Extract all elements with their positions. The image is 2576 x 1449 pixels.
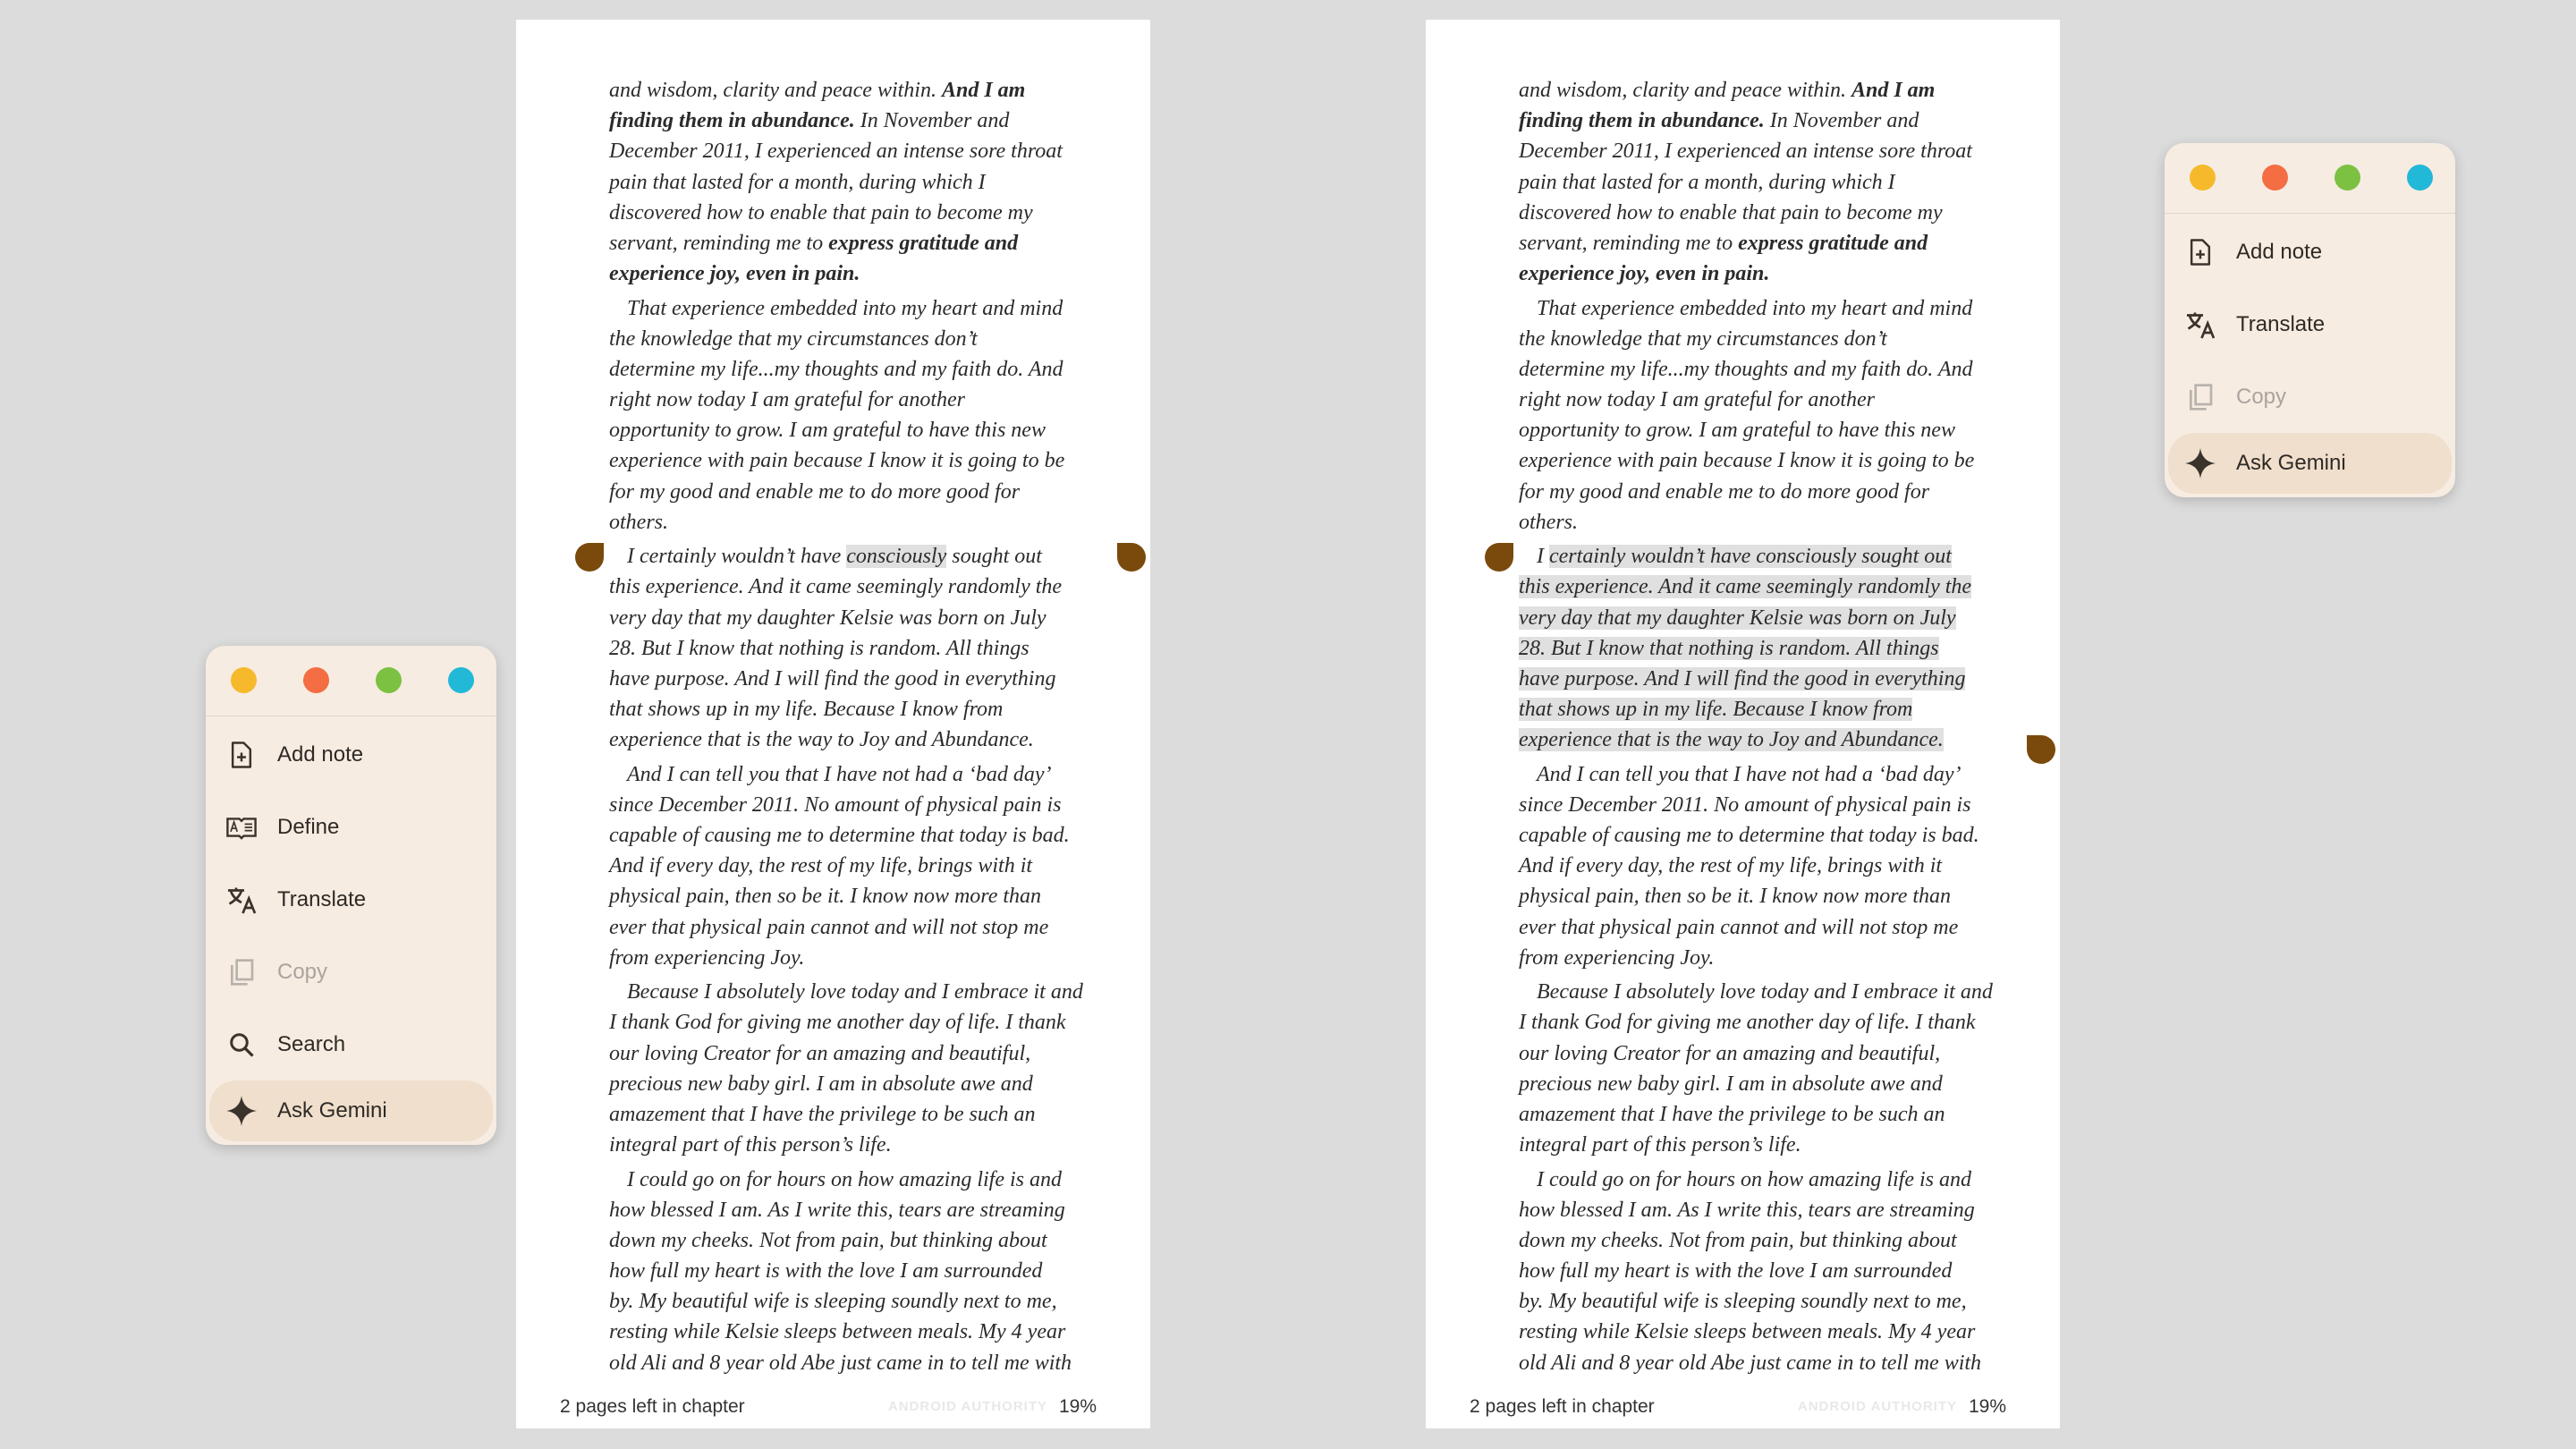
text-line: experience joy, even in pain. (1519, 262, 1770, 286)
highlight-color-green[interactable] (2334, 165, 2360, 191)
text-line: others. (1519, 510, 1578, 534)
menu-item-label: Translate (2236, 311, 2326, 336)
text-line: I could go on for hours on how amazing life is and (1537, 1167, 1972, 1191)
selected-text: 28. But I know that nothing is random. All things (1519, 636, 1939, 660)
text-line: old Ali and 8 year old Abe just came in to tell me with (609, 1351, 1072, 1375)
progress-percent: 19% (1058, 1396, 1097, 1417)
text-line: integral part of this person’s life. (1519, 1133, 1801, 1157)
text-line: old Ali and 8 year old Abe just came in to tell me with (1519, 1351, 1982, 1375)
text-line: down my cheeks. Not from pain, but thinking about (1519, 1228, 1957, 1252)
selected-text: consciously (846, 545, 947, 569)
text-line: experience that is the way to Joy and Abundance. (609, 728, 1034, 752)
text-line: right now today I am grateful for another (609, 388, 965, 412)
text-line: how full my heart is with the love I am surrounded (1519, 1259, 1953, 1284)
highlight-color-row (2165, 143, 2455, 214)
text-line: December 2011, I experienced an intense sore throat (609, 140, 1063, 164)
book-text[interactable] (609, 75, 1110, 1378)
menu-item-label: Translate (277, 886, 367, 911)
text-line: 28. But I know that nothing is random. All things (609, 636, 1030, 660)
text-line: That experience embedded into my heart and mind (627, 296, 1063, 320)
text-line: very day that my daughter Kelsie was born on July (609, 606, 1046, 630)
highlight-color-orange[interactable] (303, 667, 329, 693)
text-line: capable of causing me to determine that today is bad. (609, 824, 1070, 848)
copy-icon (2184, 381, 2216, 413)
text-line: physical pain, then so be it. I know now more than (1519, 885, 1952, 909)
text-line: And if every day, the rest of my life, brings with it (1519, 854, 1943, 878)
menu-item-copy[interactable] (206, 936, 496, 1008)
text-line: and wisdom, clarity and peace within. And I am (1519, 79, 1936, 102)
menu-item-label: Add note (2236, 239, 2323, 264)
text-line: And if every day, the rest of my life, brings with it (609, 854, 1033, 878)
text-line: I thank God for giving me another day of life. I thank (609, 1011, 1066, 1035)
text-line: the knowledge that my circumstances don’t (609, 326, 978, 351)
text-line: and wisdom, clarity and peace within. And I am (609, 79, 1026, 102)
pages-left-label: 2 pages left in chapter (560, 1396, 745, 1417)
text-line: ever that physical pain cannot and will not stop me (1519, 915, 1959, 939)
highlight-color-yellow[interactable] (231, 667, 257, 693)
gemini-sparkle-icon (225, 1095, 258, 1127)
menu-item-add-note[interactable] (2165, 216, 2455, 288)
text-line: Because I absolutely love today and I embrace it and (1537, 980, 1993, 1004)
text-line: opportunity to grow. I am grateful to have this new (1519, 419, 1955, 443)
selection-start-handle[interactable] (575, 543, 604, 572)
menu-item-translate[interactable] (206, 863, 496, 936)
text-line (1519, 572, 2020, 602)
reader-page-left[interactable] (516, 20, 1150, 1428)
selected-text: that shows up in my life. Because I know from (1519, 698, 1913, 722)
menu-item-label: Ask Gemini (277, 1098, 387, 1123)
text-line: precious new baby girl. I am in absolute awe and (1519, 1072, 1943, 1096)
text-line: I thank God for giving me another day of life. I thank (1519, 1011, 1976, 1035)
text-line: how full my heart is with the love I am surrounded (609, 1259, 1043, 1284)
pages-left-label: 2 pages left in chapter (1470, 1396, 1655, 1417)
text-line: for my good and enable me to do more good for (1519, 479, 1930, 504)
text-line: for my good and enable me to do more good for (609, 479, 1021, 504)
book-icon (225, 811, 258, 843)
selection-context-menu (2165, 143, 2455, 497)
text-line: amazement that I have the privilege to be such an (1519, 1102, 1945, 1126)
text-line: opportunity to grow. I am grateful to have this new (609, 419, 1046, 443)
text-line: And I can tell you that I have not had a ‘bad day’ (1537, 762, 1962, 786)
text-line: finding them in abundance. In November and (1519, 109, 1919, 133)
add-note-icon (225, 739, 258, 771)
text-line: determine my life...my thoughts and my faith do. And (609, 357, 1063, 381)
text-line: pain that lasted for a month, during which I (1519, 170, 1895, 194)
menu-item-label: Define (277, 814, 340, 839)
menu-item-ask-gemini[interactable] (2168, 433, 2452, 494)
translate-icon (2184, 309, 2216, 341)
highlight-color-row (206, 646, 496, 716)
text-line: the knowledge that my circumstances don’t (1519, 326, 1887, 351)
add-note-icon (2184, 236, 2216, 268)
text-line: how blessed I am. As I write this, tears are streaming (609, 1198, 1065, 1222)
text-line: experience with pain because I know it is going to be (609, 449, 1065, 473)
selected-text: experience that is the way to Joy and Abundance. (1519, 728, 1944, 752)
text-line: that shows up in my life. Because I know from (609, 698, 1004, 722)
text-line: resting while Kelsie sleeps between meals. My 4 year (1519, 1320, 1976, 1344)
copy-icon (225, 956, 258, 988)
highlight-color-orange[interactable] (2262, 165, 2288, 191)
text-line: by. My beautiful wife is sleeping soundly next to me, (1519, 1290, 1967, 1314)
selected-text: this experience. And it came seemingly randomly the (1519, 575, 1972, 599)
text-line: I certainly wouldn’t have consciously sought out (1537, 545, 1952, 569)
text-line (1519, 633, 2020, 664)
menu-item-label: Search (277, 1031, 346, 1056)
menu-item-search[interactable] (206, 1008, 496, 1080)
text-line: servant, reminding me to express gratitude and (1519, 231, 1928, 255)
text-line: since December 2011. No amount of physical pain is (609, 792, 1062, 817)
text-line: pain that lasted for a month, during which I (609, 170, 986, 194)
highlight-color-blue[interactable] (2407, 165, 2433, 191)
text-line: this experience. And it came seemingly randomly the (609, 575, 1063, 599)
text-line (1519, 694, 2020, 724)
text-line: discovered how to enable that pain to become my (1519, 200, 1943, 225)
text-line: experience joy, even in pain. (609, 262, 860, 286)
watermark: ANDROID AUTHORITY (887, 1399, 1047, 1414)
text-line: Because I absolutely love today and I embrace it and (627, 980, 1083, 1004)
text-line: physical pain, then so be it. I know now more than (609, 885, 1042, 909)
menu-item-copy[interactable] (2165, 360, 2455, 433)
text-line: finding them in abundance. In November and (609, 109, 1010, 133)
selection-context-menu (206, 646, 496, 1145)
text-line: resting while Kelsie sleeps between meals. My 4 year (609, 1320, 1066, 1344)
text-line: capable of causing me to determine that today is bad. (1519, 824, 1979, 848)
text-line (1519, 603, 2020, 633)
text-line: integral part of this person’s life. (609, 1133, 892, 1157)
highlight-color-blue[interactable] (448, 667, 474, 693)
progress-percent: 19% (1968, 1396, 2006, 1417)
text-line: from experiencing Joy. (609, 945, 805, 970)
selection-end-handle[interactable] (2027, 735, 2055, 764)
text-line: That experience embedded into my heart and mind (1537, 296, 1973, 320)
text-line: our loving Creator for an amazing and beautiful, (609, 1041, 1031, 1065)
text-line: discovered how to enable that pain to become my (609, 200, 1033, 225)
gemini-sparkle-icon (2184, 447, 2216, 479)
text-line: experience with pain because I know it is going to be (1519, 449, 1975, 473)
text-line: I could go on for hours on how amazing life is and (627, 1167, 1063, 1191)
selected-text: very day that my daughter Kelsie was born on July (1519, 606, 1956, 630)
menu-item-translate[interactable] (2165, 288, 2455, 360)
text-line: servant, reminding me to express gratitude and (609, 231, 1019, 255)
text-line: how blessed I am. As I write this, tears are streaming (1519, 1198, 1975, 1222)
book-text[interactable] (1519, 75, 2020, 1378)
selection-end-handle[interactable] (1117, 543, 1146, 572)
search-icon (225, 1029, 258, 1061)
selected-text: have purpose. And I will find the good in everything (1519, 666, 1966, 691)
text-line: determine my life...my thoughts and my faith do. And (1519, 357, 1973, 381)
text-line: from experiencing Joy. (1519, 945, 1715, 970)
text-line (1519, 724, 2020, 755)
text-line: And I can tell you that I have not had a ‘bad day’ (627, 762, 1052, 786)
watermark: ANDROID AUTHORITY (1797, 1399, 1957, 1414)
reader-page-right[interactable] (1426, 20, 2060, 1428)
menu-item-define[interactable] (206, 791, 496, 863)
menu-item-label: Copy (277, 959, 328, 984)
highlight-color-green[interactable] (376, 667, 402, 693)
text-line: by. My beautiful wife is sleeping soundly next to me, (609, 1290, 1057, 1314)
text-line: I certainly wouldn’t have consciously sought out (627, 545, 1042, 569)
menu-item-label: Ask Gemini (2236, 451, 2346, 475)
text-line: amazement that I have the privilege to be such an (609, 1102, 1036, 1126)
text-line: down my cheeks. Not from pain, but thinking about (609, 1228, 1047, 1252)
text-line: since December 2011. No amount of physical pain is (1519, 792, 1971, 817)
highlight-color-yellow[interactable] (2190, 165, 2216, 191)
menu-item-ask-gemini[interactable] (209, 1080, 493, 1141)
text-line: precious new baby girl. I am in absolute awe and (609, 1072, 1033, 1096)
text-line: right now today I am grateful for another (1519, 388, 1875, 412)
menu-item-label: Add note (277, 741, 364, 767)
translate-icon (225, 884, 258, 916)
menu-item-label: Copy (2236, 384, 2287, 409)
text-line: our loving Creator for an amazing and beautiful, (1519, 1041, 1941, 1065)
text-line (1519, 664, 2020, 694)
selected-text: certainly wouldn’t have consciously sought out (1549, 545, 1952, 569)
text-line: December 2011, I experienced an intense sore throat (1519, 140, 1972, 164)
text-line: have purpose. And I will find the good in everything (609, 666, 1056, 691)
text-line: ever that physical pain cannot and will not stop me (609, 915, 1049, 939)
menu-item-add-note[interactable] (206, 718, 496, 791)
text-line: others. (609, 510, 668, 534)
selection-start-handle[interactable] (1485, 543, 1513, 572)
